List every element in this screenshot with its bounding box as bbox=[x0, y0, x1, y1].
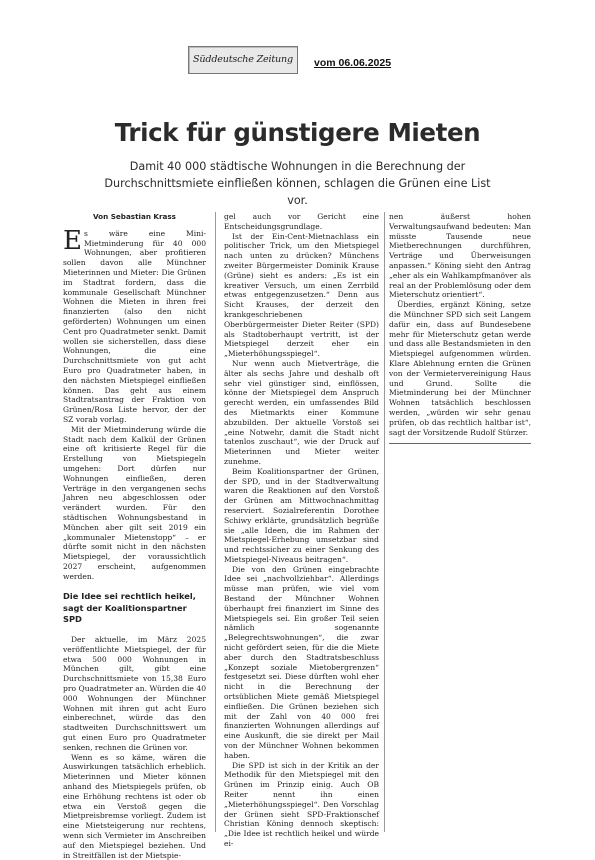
column-divider bbox=[384, 212, 385, 832]
paragraph: Ist der Ein-Cent-Mietnachlass ein politischer Trick, um den Mietspiegel nach unten zu drücken? Münchens zweiter Bürgermeister Dominik Krause (Grüne) sieht es anders: „Es ist ein kreativer Versuch, um einen Zerrbild etwas entgegenzusetzen.“ Denn aus Sicht Krauses, der derzeit den krankgeschriebenen Oberbürgermeister Dieter Reiter (SPD) als Stadtoberhaupt vertritt, ist der Mietspiegel derzeit eher ein „Mieterhöhungsspiegel“. bbox=[224, 231, 379, 359]
author-byline: Von Sebastian Krass bbox=[93, 212, 176, 221]
article-column-3 bbox=[389, 212, 531, 444]
headline: Trick für günstigere Mieten bbox=[114, 118, 481, 147]
paragraph: Beim Koalitionspartner der Grünen, der SPD, und in der Stadtverwaltung waren die Reaktionen auf den Vorstoß der Grünen am Mittwochnachmittag reserviert. Sozialreferentin Dorothee Schiwy erklärte, grundsätzlich begrüße sie „alle Ideen, die im Rahmen der Mietspiegel-Erhebung umsetzbar sind und rechtssicher zu einer Senkung des Mietspiegel-Niveaus beitragen“. bbox=[224, 466, 379, 564]
publication-date: vom 06.06.2025 bbox=[314, 57, 392, 69]
drop-cap: E bbox=[63, 225, 82, 256]
paragraph: Nur wenn auch Mietverträge, die älter als sechs Jahre und deshalb oft sehr viel günstiger sind, einflössen, könne der Mietspiegel dem Anspruch gerecht werden, ein umfassendes Bild des Mietmarkts einer Kommune abzubilden. Der aktuelle Vorstoß sei „eine Notwehr, damit die Stadt nicht tatenlos zuschaut“, wie der Druck auf Mieterinnen und Mieter weiter zunehme. bbox=[224, 358, 379, 466]
paragraph: nen äußerst hohen Verwaltungsaufwand bedeuten: Man müsste Tausende neue Mietberechnungen durchführen, Verträge und Überweisungen anpassen.“ Köning sieht den Antrag „eher als ein Wahlkampfmanöver als real an der Problemlösung oder dem Mieterschutz orientiert“. bbox=[389, 212, 531, 300]
subheadline: Damit 40 000 städtische Wohnungen in die Berechnung der Durchschnittsmiete einfließen können, schlagen die Grünen eine List vor. bbox=[104, 160, 491, 207]
column-divider bbox=[215, 212, 216, 832]
paragraph: Mit der Mietminderung würde die Stadt nach dem Kalkül der Grünen eine oft kritisierte Regel für die Erstellung von Mietspiegeln umgehen: Dort dürfen nur Wohnungen einfließen, deren Verträge in den vergangenen sechs Jahren neu abgeschlossen oder verändert wurden. Für den städtischen Wohnungsbestand in München aber gilt seit 2019 ein „kommunaler Mietenstopp“ – er dürfte somit nicht in den nächsten Mietspiegel, der voraussichtlich 2027 erscheint, aufgenommen werden. bbox=[63, 424, 206, 581]
paragraph: Wenn es so käme, wären die Auswirkungen tatsächlich erheblich. Mieterinnen und Mieter können anhand des Mietspiegels prüfen, ob eine Erhöhung rechtens ist oder ob etwa ein Verstoß gegen die Mietpreisbremse vorliegt. Zudem ist eine Mietsteigerung nur rechtens, wenn sich Vermieter im Anschreiben auf den Mietspiegel beziehen. Und in Streitfällen ist der Mietspie- bbox=[63, 752, 206, 860]
paragraph: Die SPD ist sich in der Kritik an der Methodik für den Mietspiegel mit den Grünen im Prinzip einig. Auch OB Reiter nennt ihn einen „Mieterhöhungsspiegel“. Den Vorschlag der Grünen sieht SPD-Fraktionschef Christian Köning dennoch skeptisch: „Die Idee ist rechtlich heikel und würde ei- bbox=[224, 760, 379, 848]
end-rule bbox=[389, 443, 531, 444]
article-column-2 bbox=[224, 212, 379, 849]
subheading: Die Idee sei rechtlich heikel, sagt der Koalitionspartner SPD bbox=[63, 591, 196, 624]
paragraph: Die von den Grünen eingebrachte Idee sei „nachvollziehbar“. Allerdings müsse man prüfen, wie viel vom Bestand der Münchner Wohnen überhaupt frei finanziert im Sinne des Mietspiegels sei. Ein großer Teil seien nämlich sogenannte „Belegrechtswohnungen“, die zwar nicht gefördert seien, für die die Miete aber durch den Stadtratsbeschluss „Konzept soziale Mietobergrenzen“ festgesetzt sei. Diese dürften wohl eher nicht in die Berechnung der ortsüblichen Miete gemäß Mietspiegel einfließen. Die Grünen beziehen sich mit der Zahl von 40 000 frei finanzierten Wohnungen allerdings auf eine Auskunft, die sie direkt per Mail von der Münchner Wohnen bekommen haben. bbox=[224, 564, 379, 760]
article-column-1 bbox=[63, 212, 206, 860]
paragraph: gel auch vor Gericht eine Entscheidungsgrundlage. bbox=[224, 212, 379, 231]
paragraph: Es wäre eine Mini-Mietminderung für 40 000 Wohnungen, aber profitieren sollen davon alle Münchner Mieterinnen und Mieter: Die Grünen im Stadtrat fordern, dass die kommunale Gesellschaft Münchner Wohnen die Mieten in ihren frei finanzierten (also den nicht geförderten) Wohnungen um einen Cent pro Quadratmeter senkt. Damit wollen sie sicherstellen, dass diese Wohnungen, die eine Durchschnittsmiete von gut acht Euro pro Quadratmeter haben, in den nächsten Mietspiegel einfließen können. Das geht aus einem Stadtratsantrag der Fraktion von Grünen/Rosa Liste hervor, der der SZ vorab vorlag. bbox=[63, 225, 206, 424]
paragraph: Überdies, ergänzt Köning, setze die Münchner SPD sich seit Langem dafür ein, dass auf Bundesebene mehr für Mieterschutz getan werde und dass alle Bestandsmieten in den Mietspiegel aufgenommen würden. Klare Ablehnung ernten die Grünen von der Vermietervereinigung Haus und Grund. Sollte die Mietminderung bei der Münchner Wohnen tatsächlich beschlossen werden, „würden wir sehr genau prüfen, ob das rechtlich haltbar ist“, sagt der Vorsitzende Rudolf Stürzer. bbox=[389, 300, 531, 437]
newspaper-logo: Süddeutsche Zeitung bbox=[188, 46, 298, 74]
paragraph: Der aktuelle, im März 2025 veröffentlichte Mietspiegel, der für etwa 500 000 Wohnungen in München gilt, gibt eine Durchschnittsmiete von 15,38 Euro pro Quadratmeter an. Würden die 40 000 Wohnungen der Münchner Wohnen mit ihren gut acht Euro einberechnet, würde das den stadtweiten Durchschnittswert um gut einen Euro pro Quadratmeter senken, rechnen die Grünen vor. bbox=[63, 635, 206, 752]
